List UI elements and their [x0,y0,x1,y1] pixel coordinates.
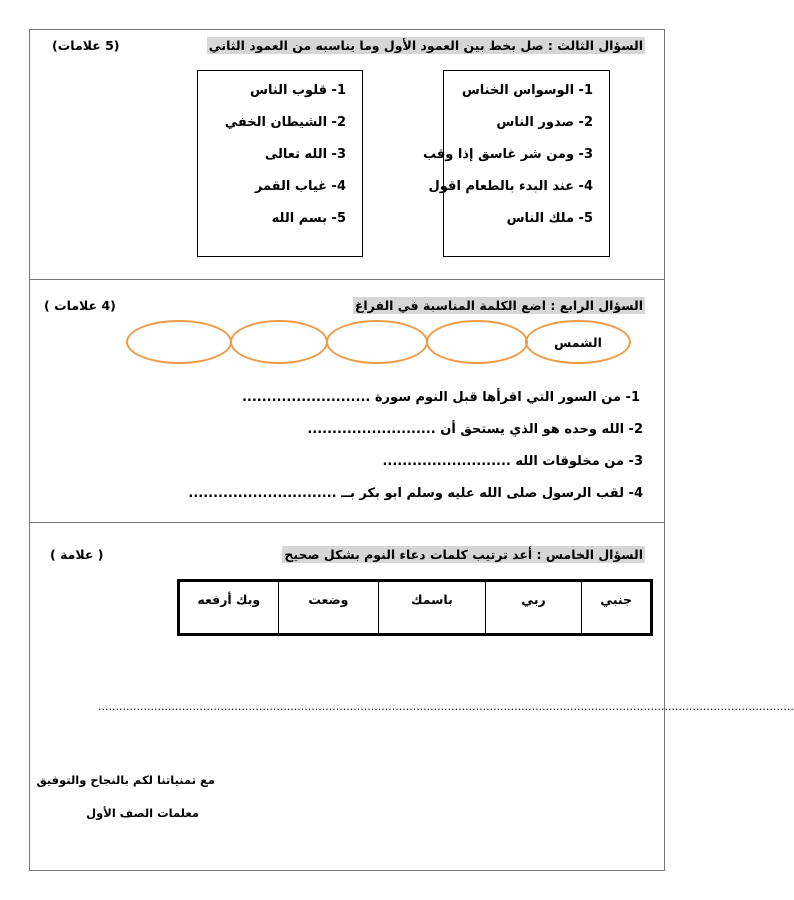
q3-marks: (5 علامات) [52,38,120,53]
fill-sentence: 3- من مخلوقات الله .......................... [382,454,643,469]
word-bank-oval [326,320,428,364]
teacher-signature: معلمات الصف الأول [86,806,199,820]
word-bank-oval [126,320,232,364]
word-bank-oval [426,320,528,364]
column-b-item: 2- الشيطان الخفي [224,115,346,130]
word-cell: وضعت [278,581,379,635]
column-a-item: 1- الوسواس الخناس [461,83,593,98]
column-a-item: 5- ملك الناس [506,211,593,226]
column-b-item: 4- غياب القمر [254,179,346,194]
column-b-box [197,70,363,257]
word-cell: جنبي [582,581,652,635]
word-order-table [177,579,653,636]
answer-line: ....................................................................................................................................................................................................... [98,700,794,713]
q5-marks: ( علامة ) [50,547,104,562]
q4-title: السؤال الرابع : اضع الكلمة المناسبة في الفراغ [354,298,643,313]
column-b-item: 5- بسم الله [271,211,346,226]
column-a-box [423,70,610,257]
column-b-item: 1- قلوب الناس [250,83,346,98]
section-divider [29,522,665,523]
column-b-item: 3- الله تعالى [264,147,346,162]
table-row [179,581,652,635]
q5-title: السؤال الخامس : أعد ترتيب كلمات دعاء النوم بشكل صحيح [284,547,643,562]
column-a-item: 2- صدور الناس [496,115,593,130]
column-a-item: 4- عند البدء بالطعام اقول [428,179,593,194]
q4-marks: (4 علامات ) [44,298,116,313]
fill-sentence: 1- من السور التي اقرأها قبل النوم سورة .......................... [241,390,640,405]
fill-sentence: 2- الله وحده هو الذي يستحق أن .......................... [307,422,643,437]
section-divider [29,279,665,280]
word-bank-oval: الشمس [525,320,631,364]
column-a-item: 3- ومن شر غاسق إذا وقب [423,147,593,162]
word-cell: ربي [485,581,582,635]
closing-wish: مع تمنياتنا لكم بالنجاح والتوفيق [36,773,215,787]
fill-sentence: 4- لقب الرسول صلى الله عليه وسلم ابو بكر بــ .............................. [188,486,643,501]
q3-title: السؤال الثالث : صل بخط بين العمود الأول وما يناسبه من العمود الثاني [208,38,643,53]
word-bank-oval [230,320,328,364]
word-cell: وبك أرفعه [179,581,279,635]
word-cell: باسمك [379,581,486,635]
